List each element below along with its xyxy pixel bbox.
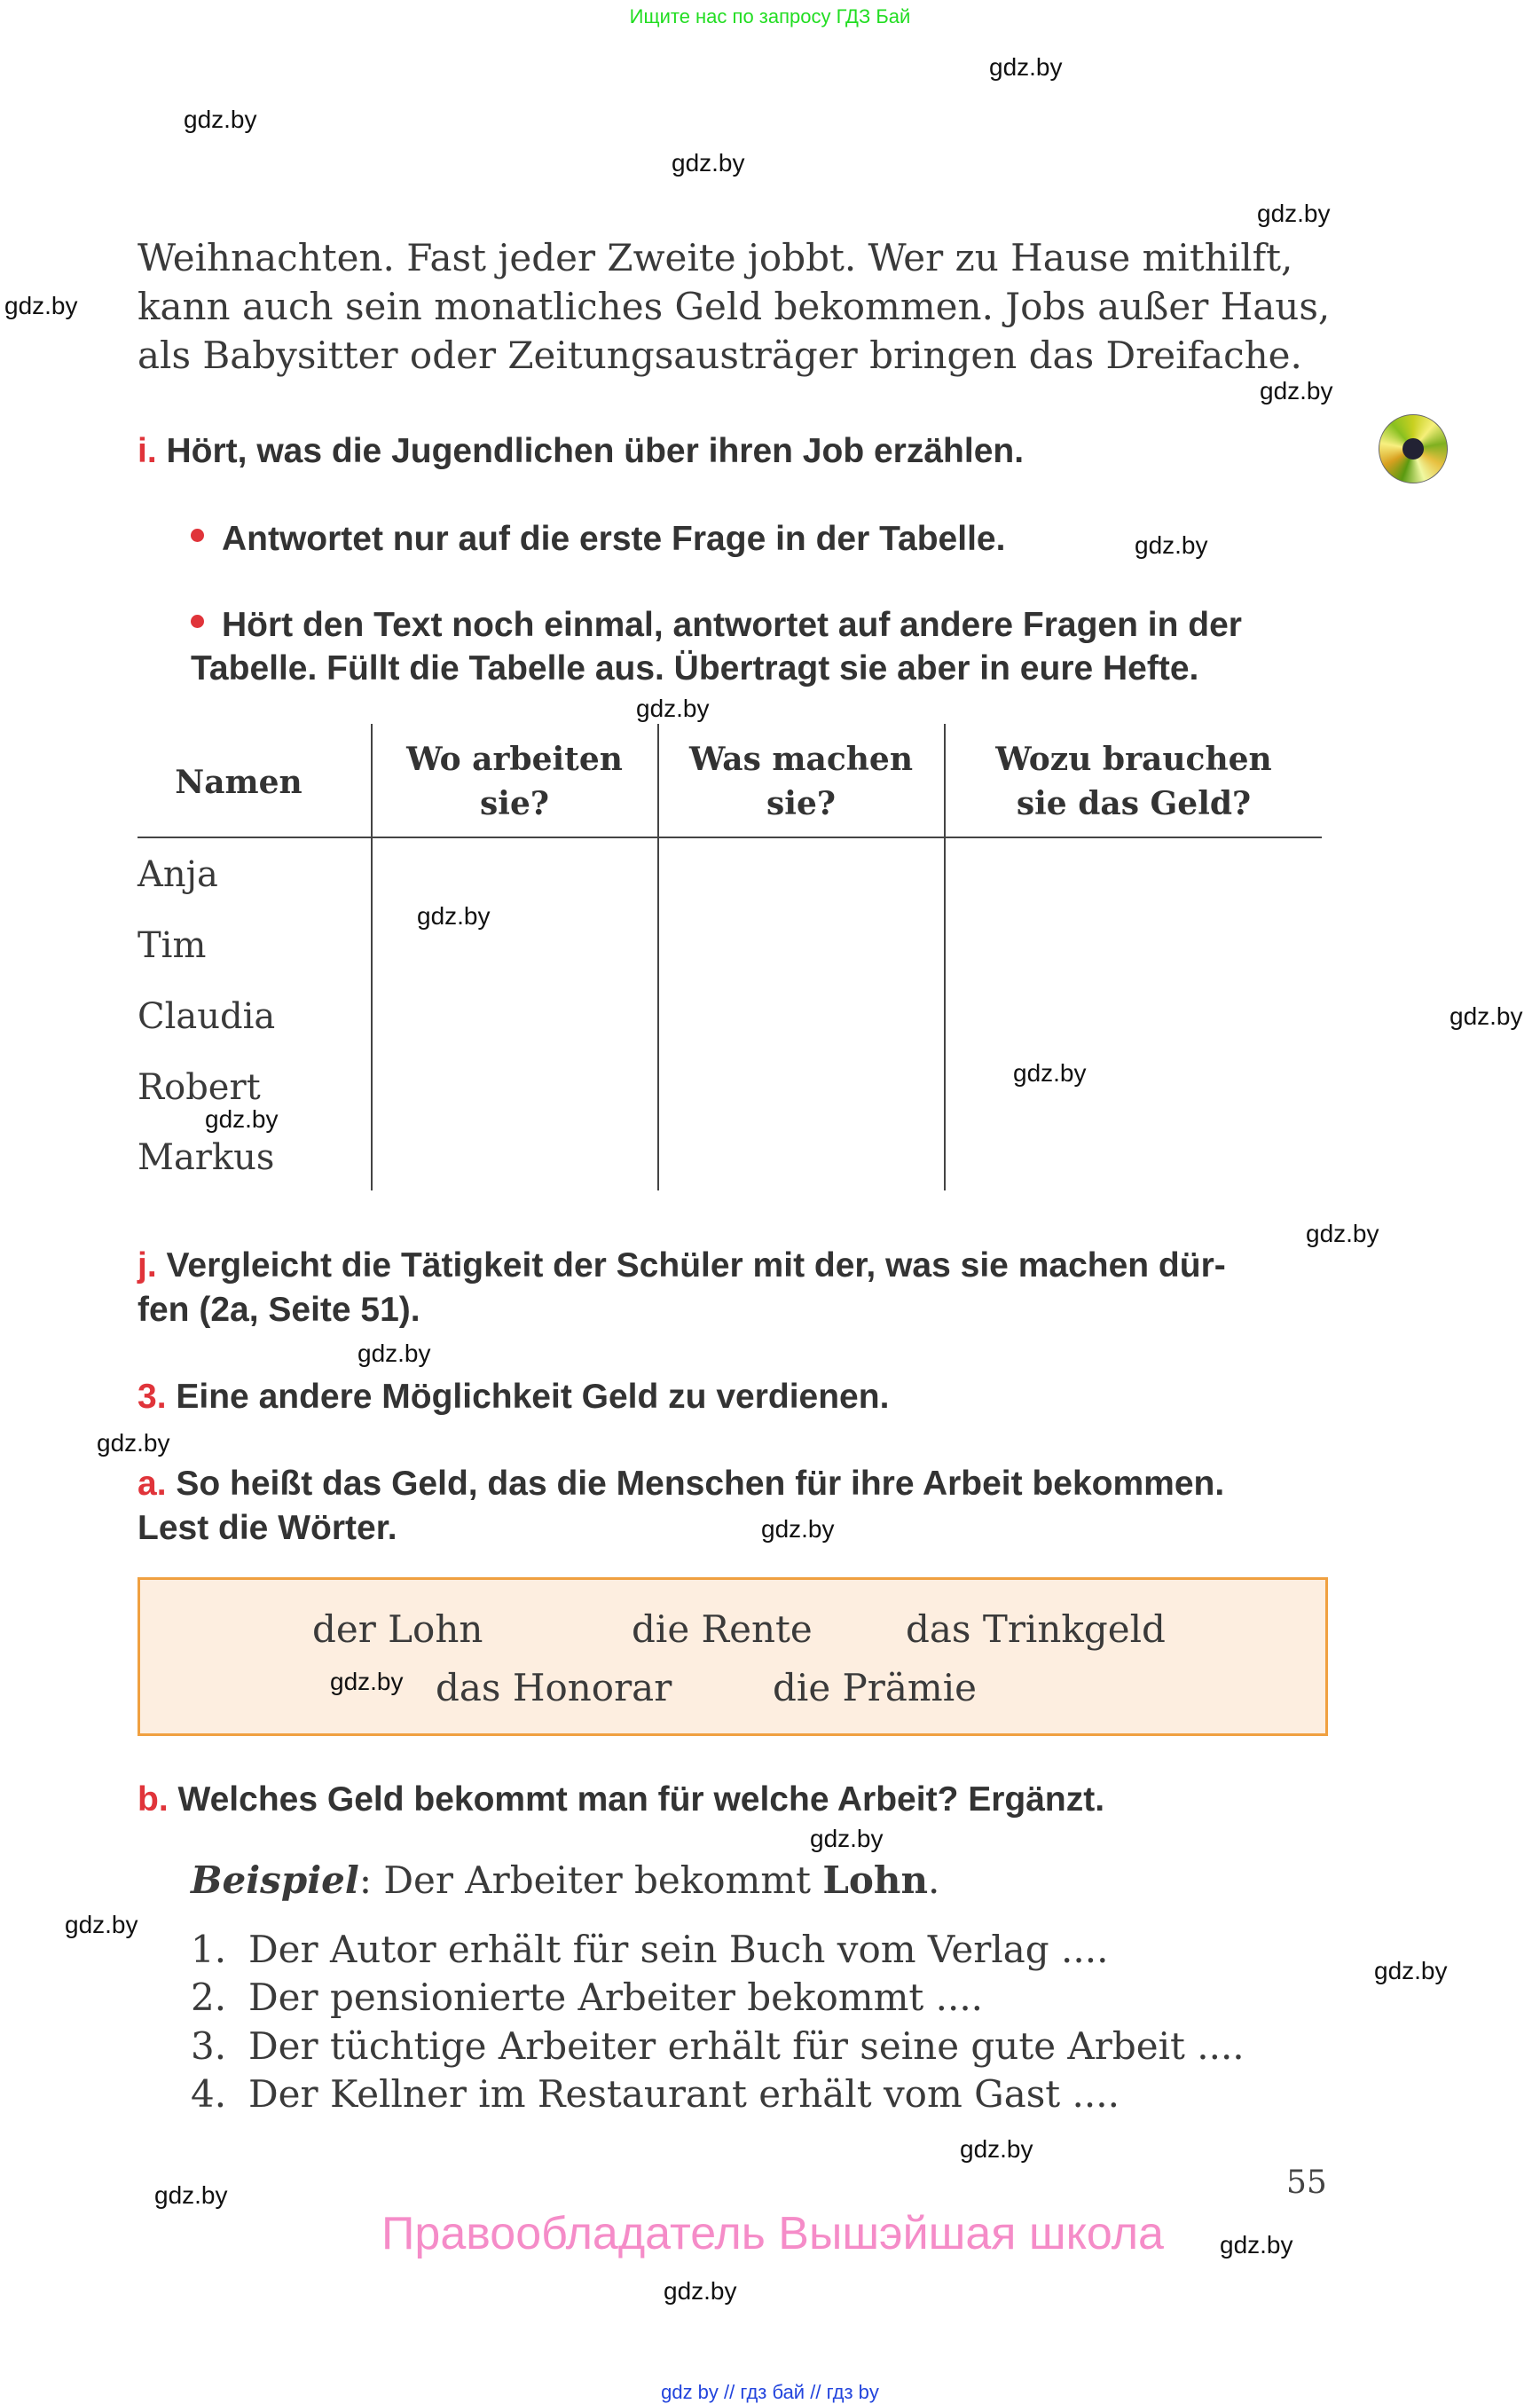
word-honorar: das Honorar (436, 1666, 672, 1709)
word-praemie: die Prämie (773, 1666, 978, 1709)
table-header-namen: Namen (175, 764, 302, 801)
watermark: gdz.by (154, 2181, 228, 2209)
task-text: Lest die Wörter. (138, 1509, 397, 1547)
task-marker: a. (138, 1465, 167, 1503)
paragraph-line: Weihnachten. Fast jeder Zweite jobbt. Wer zu Hause mithilft, (138, 236, 1293, 279)
copyright-notice: Правообладатель Вышэйшая школа (381, 2208, 1164, 2259)
table-column-divider (371, 724, 373, 1190)
footer-links (0, 2381, 1540, 2404)
table-header-wozu: Wozu brauchen sie das Geld? (995, 741, 1272, 822)
task-text: Hört, was die Jugendlichen über ihren Job erzählen. (166, 432, 1025, 470)
table-row-name: Claudia (138, 996, 276, 1037)
footer-separator: // (724, 2381, 735, 2403)
table-row-name: Robert (138, 1067, 261, 1108)
watermark: gdz.by (672, 149, 745, 177)
watermark: gdz.by (358, 1339, 431, 1367)
example-sentence (191, 1858, 939, 1903)
exercise-item (191, 1976, 983, 2020)
watermark: gdz.by (1135, 531, 1208, 559)
task-text: Welches Geld bekommt man für welche Arbeit? Ergänzt. (177, 1780, 1105, 1819)
example-end: . (928, 1858, 940, 1902)
table-row-name: Anja (138, 854, 218, 895)
watermark: gdz.by (65, 1911, 138, 1938)
task-i-bullet-2 (191, 603, 1335, 690)
exercise-item (191, 2024, 1245, 2069)
item-number: 1. (191, 1928, 227, 1971)
bullet-icon (191, 529, 204, 542)
table-column-divider (657, 724, 659, 1190)
watermark: gdz.by (4, 292, 78, 319)
watermark: gdz.by (989, 53, 1063, 81)
task-marker: b. (138, 1780, 169, 1819)
word-trinkgeld: das Trinkgeld (906, 1607, 1166, 1651)
example-answer: Lohn (822, 1858, 929, 1902)
task-j (138, 1244, 1226, 1332)
watermark: gdz.by (1306, 1220, 1379, 1247)
watermark: gdz.by (1374, 1957, 1448, 1984)
item-text: Der tüchtige Arbeiter erhält für seine gute Arbeit .... (248, 2024, 1245, 2068)
table-column-divider (944, 724, 946, 1190)
watermark: gdz.by (205, 1105, 279, 1133)
word-box (138, 1577, 1328, 1736)
footer-link-gdz-by-cyr[interactable]: гдз by (826, 2381, 879, 2403)
item-number: 2. (191, 1976, 227, 2019)
footer-link-gdz-bai[interactable]: гдз бай (740, 2381, 805, 2403)
watermark: gdz.by (1220, 2231, 1293, 2259)
section-title: Eine andere Möglichkeit Geld zu verdienen. (176, 1378, 890, 1416)
intro-paragraph (138, 233, 1330, 380)
task-a (138, 1462, 1224, 1551)
task-marker: i. (138, 432, 157, 470)
task-marker: j. (138, 1246, 157, 1284)
page-number: 55 (1286, 2164, 1327, 2201)
task-b-heading (138, 1778, 1104, 1822)
watermark: gdz.by (1257, 200, 1331, 227)
footer-link-gdz-by[interactable]: gdz by (661, 2381, 719, 2403)
item-text: Der pensionierte Arbeiter bekommt .... (248, 1976, 984, 2019)
watermark: gdz.by (330, 1668, 404, 1695)
exercise-item (191, 2072, 1120, 2117)
paragraph-line: als Babysitter oder Zeitungsausträger bringen das Dreifache. (138, 334, 1302, 377)
watermark: gdz.by (664, 2277, 737, 2305)
paragraph-line: kann auch sein monatliches Geld bekommen. Jobs außer Haus, (138, 285, 1331, 328)
task-text: fen (2a, Seite 51). (138, 1291, 420, 1329)
task-text: So heißt das Geld, das die Menschen für ihre Arbeit bekommen. (176, 1465, 1225, 1503)
item-text: Der Autor erhält für sein Buch vom Verlag .... (248, 1928, 1109, 1971)
task-text: Vergleicht die Tätigkeit der Schüler mit der, was sie machen dür- (166, 1246, 1226, 1284)
section-marker: 3. (138, 1378, 167, 1416)
table-header-wo-arbeiten: Wo arbeiten sie? (406, 741, 623, 822)
watermark: gdz.by (184, 106, 257, 133)
watermark: gdz.by (636, 695, 710, 722)
example-label: Beispiel (191, 1858, 359, 1902)
exercise-item (191, 1928, 1108, 1972)
watermark: gdz.by (810, 1825, 884, 1852)
table-row-name: Markus (138, 1137, 275, 1178)
table-header-divider (138, 837, 1322, 838)
table-row-name: Tim (138, 925, 207, 966)
item-number: 3. (191, 2024, 227, 2068)
footer-separator: // (810, 2381, 821, 2403)
audio-cd-icon[interactable] (1379, 414, 1448, 483)
watermark: gdz.by (1450, 1002, 1523, 1030)
word-rente: die Rente (632, 1607, 813, 1651)
task-i-heading (138, 429, 1024, 474)
bullet-text: Hört den Text noch einmal, antwortet auf andere Fragen in der Tabelle. Füllt die Tabelle aus. Übertragt sie aber in eure Hefte. (191, 606, 1242, 687)
watermark: gdz.by (1260, 377, 1333, 405)
example-text: : Der Arbeiter bekommt (358, 1858, 823, 1902)
bullet-icon (191, 615, 204, 628)
watermark: gdz.by (960, 2135, 1033, 2163)
header-banner[interactable]: Ищите нас по запросу ГДЗ Бай (629, 5, 911, 27)
watermark: gdz.by (761, 1515, 835, 1543)
task-i-bullet-1 (191, 517, 1005, 562)
item-number: 4. (191, 2072, 227, 2116)
bullet-text: Antwortet nur auf die erste Frage in der Tabelle. (222, 520, 1006, 558)
section-3-heading (138, 1375, 889, 1419)
item-text: Der Kellner im Restaurant erhält vom Gast .... (248, 2072, 1120, 2116)
watermark: gdz.by (97, 1429, 170, 1457)
word-lohn: der Lohn (312, 1607, 483, 1651)
watermark: gdz.by (417, 902, 491, 930)
table-header-was-machen: Was machen sie? (688, 741, 914, 822)
watermark: gdz.by (1013, 1059, 1087, 1087)
